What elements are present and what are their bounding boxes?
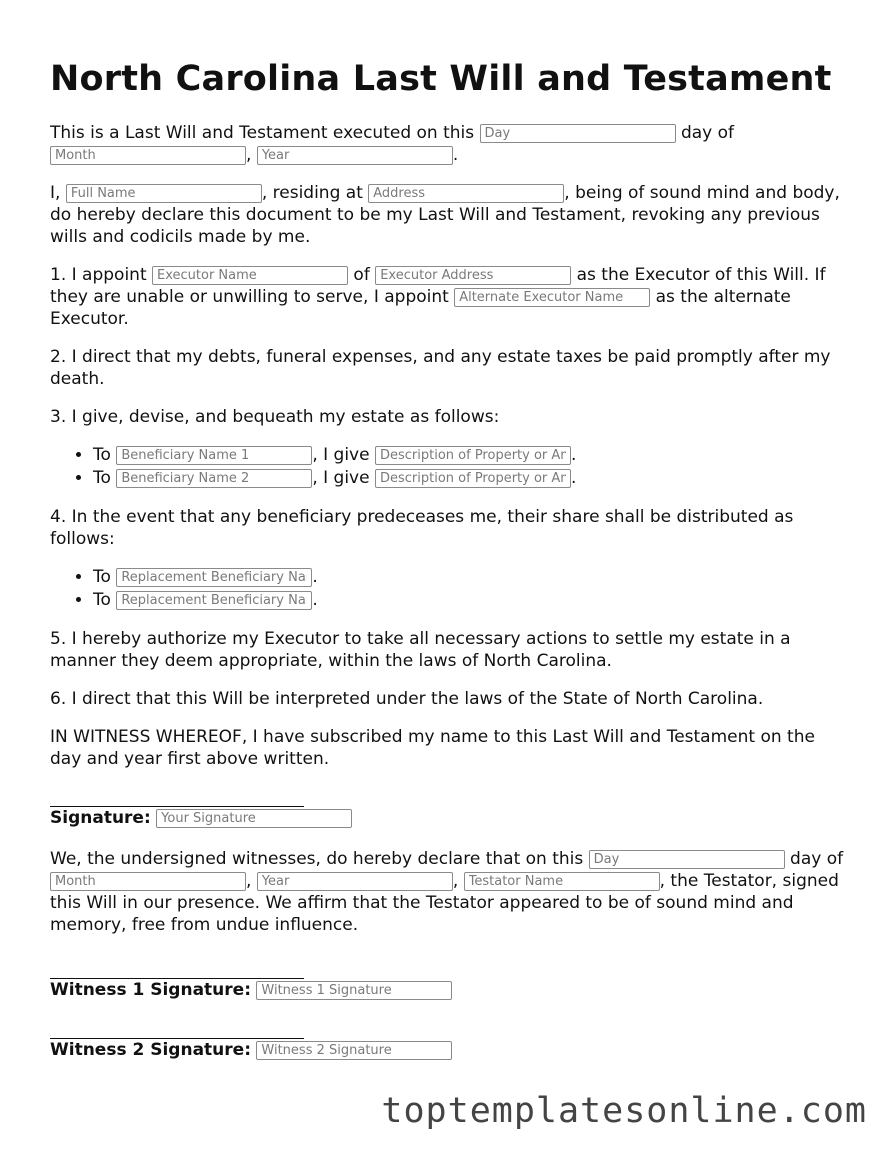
clause-4-predecease: 4. In the event that any beneficiary predeceases me, their share shall be distributed as follows:: [50, 507, 794, 549]
property-2-input[interactable]: [375, 469, 571, 488]
witness-1-signature-row: [50, 980, 850, 1000]
clause1-text-1: 1. I appoint: [50, 265, 147, 285]
witness-2-signature-input[interactable]: [256, 1041, 452, 1060]
clause-2-debts: 2. I direct that my debts, funeral expenses, and any estate taxes be paid promptly after my death.: [50, 347, 831, 389]
bequest-list: [50, 444, 850, 490]
signature-label: Signature:: [50, 808, 151, 828]
replacement-to-1: To: [93, 567, 111, 587]
attestation-sep-1: ,: [246, 871, 252, 891]
attestation-paragraph: [50, 848, 850, 936]
clause-5-authority: 5. I hereby authorize my Executor to take all necessary actions to settle my estate in a manner they deem appropriate, within the laws of North Carolina.: [50, 629, 791, 671]
bequest-end-1: .: [570, 445, 577, 465]
replacement-to-2: To: [93, 590, 111, 610]
property-1-input[interactable]: [375, 446, 571, 465]
bequest-to-1: To: [93, 445, 111, 465]
intro-sep: ,: [246, 145, 252, 165]
replacement-list: [50, 566, 850, 612]
witness-1-rule: [50, 958, 304, 979]
bequest-end-2: .: [570, 468, 577, 488]
declaration-text-2: , residing at: [261, 183, 363, 203]
clause-3-bequests: 3. I give, devise, and bequeath my estate as follows:: [50, 407, 500, 427]
clause1-text-3: as the Executor of this Will. If they are unable or unwilling to serve, I appoint: [50, 265, 826, 307]
attestation-text-2: day of: [790, 849, 844, 869]
intro-paragraph: [50, 122, 850, 166]
declaration-text-1: I,: [50, 183, 61, 203]
attestation-text-1: We, the undersigned witnesses, do hereby declare that on this: [50, 849, 584, 869]
clause1-text-2: of: [353, 265, 370, 285]
intro-end: .: [452, 145, 459, 165]
beneficiary-1-input[interactable]: [116, 446, 312, 465]
replacement-beneficiary-2-input[interactable]: [116, 591, 312, 610]
beneficiary-2-input[interactable]: [116, 469, 312, 488]
replacement-beneficiary-1-input[interactable]: [116, 568, 312, 587]
clause-1-executor: [50, 264, 850, 330]
testator-name-input[interactable]: [464, 872, 660, 891]
witness-day-input[interactable]: [589, 850, 785, 869]
replacement-end-1: .: [312, 567, 318, 587]
attestation-text-3: , the Testator, signed this Will in our presence. We affirm that the Testator appeared to be of sound mind and memory, free from undue influence.: [50, 871, 839, 935]
list-item: [93, 467, 850, 490]
signature-line: [50, 786, 850, 808]
declaration-paragraph: [50, 182, 850, 248]
replacement-end-2: .: [312, 590, 318, 610]
list-item: [93, 566, 850, 589]
witness-2-line: [50, 1018, 850, 1040]
address-input[interactable]: [368, 184, 564, 203]
witness-2-label: Witness 2 Signature:: [50, 1040, 251, 1060]
list-item: [93, 589, 850, 612]
testator-signature-row: [50, 808, 850, 828]
witness-whereof: IN WITNESS WHEREOF, I have subscribed my name to this Last Will and Testament on the day and year first above written.: [50, 727, 815, 769]
execution-month-input[interactable]: [50, 146, 246, 165]
will-document: [50, 58, 850, 1060]
executor-name-input[interactable]: [152, 266, 348, 285]
execution-day-input[interactable]: [480, 124, 676, 143]
witness-year-input[interactable]: [257, 872, 453, 891]
signature-rule: [50, 786, 304, 807]
witness-1-signature-input[interactable]: [256, 981, 452, 1000]
site-watermark: toptemplatesonline.com: [381, 1091, 867, 1131]
bequest-give-2: , I give: [312, 468, 370, 488]
execution-year-input[interactable]: [257, 146, 453, 165]
witness-2-rule: [50, 1018, 304, 1039]
witness-month-input[interactable]: [50, 872, 246, 891]
bequest-give-1: , I give: [312, 445, 370, 465]
attestation-sep-2: ,: [452, 871, 459, 891]
clause1-text-4: as the alternate Executor.: [50, 287, 791, 329]
witness-1-line: [50, 958, 850, 980]
intro-text-1: This is a Last Will and Testament executed on this: [50, 123, 475, 143]
full-name-input[interactable]: [66, 184, 262, 203]
list-item: [93, 444, 850, 467]
alternate-executor-input[interactable]: [454, 288, 650, 307]
witness-2-signature-row: [50, 1040, 850, 1060]
page-title: North Carolina Last Will and Testament: [50, 59, 832, 99]
bequest-to-2: To: [93, 468, 111, 488]
intro-text-2: day of: [680, 123, 734, 143]
executor-address-input[interactable]: [375, 266, 571, 285]
witness-1-label: Witness 1 Signature:: [50, 980, 251, 1000]
clause-6-governing-law: 6. I direct that this Will be interpreted under the laws of the State of North Carolina.: [50, 689, 764, 709]
declaration-text-3: , being of sound mind and body, do hereby declare this document to be my Last Will and Testament, revoking any previous wills and codicils made by me.: [50, 183, 840, 247]
testator-signature-input[interactable]: [156, 809, 352, 828]
